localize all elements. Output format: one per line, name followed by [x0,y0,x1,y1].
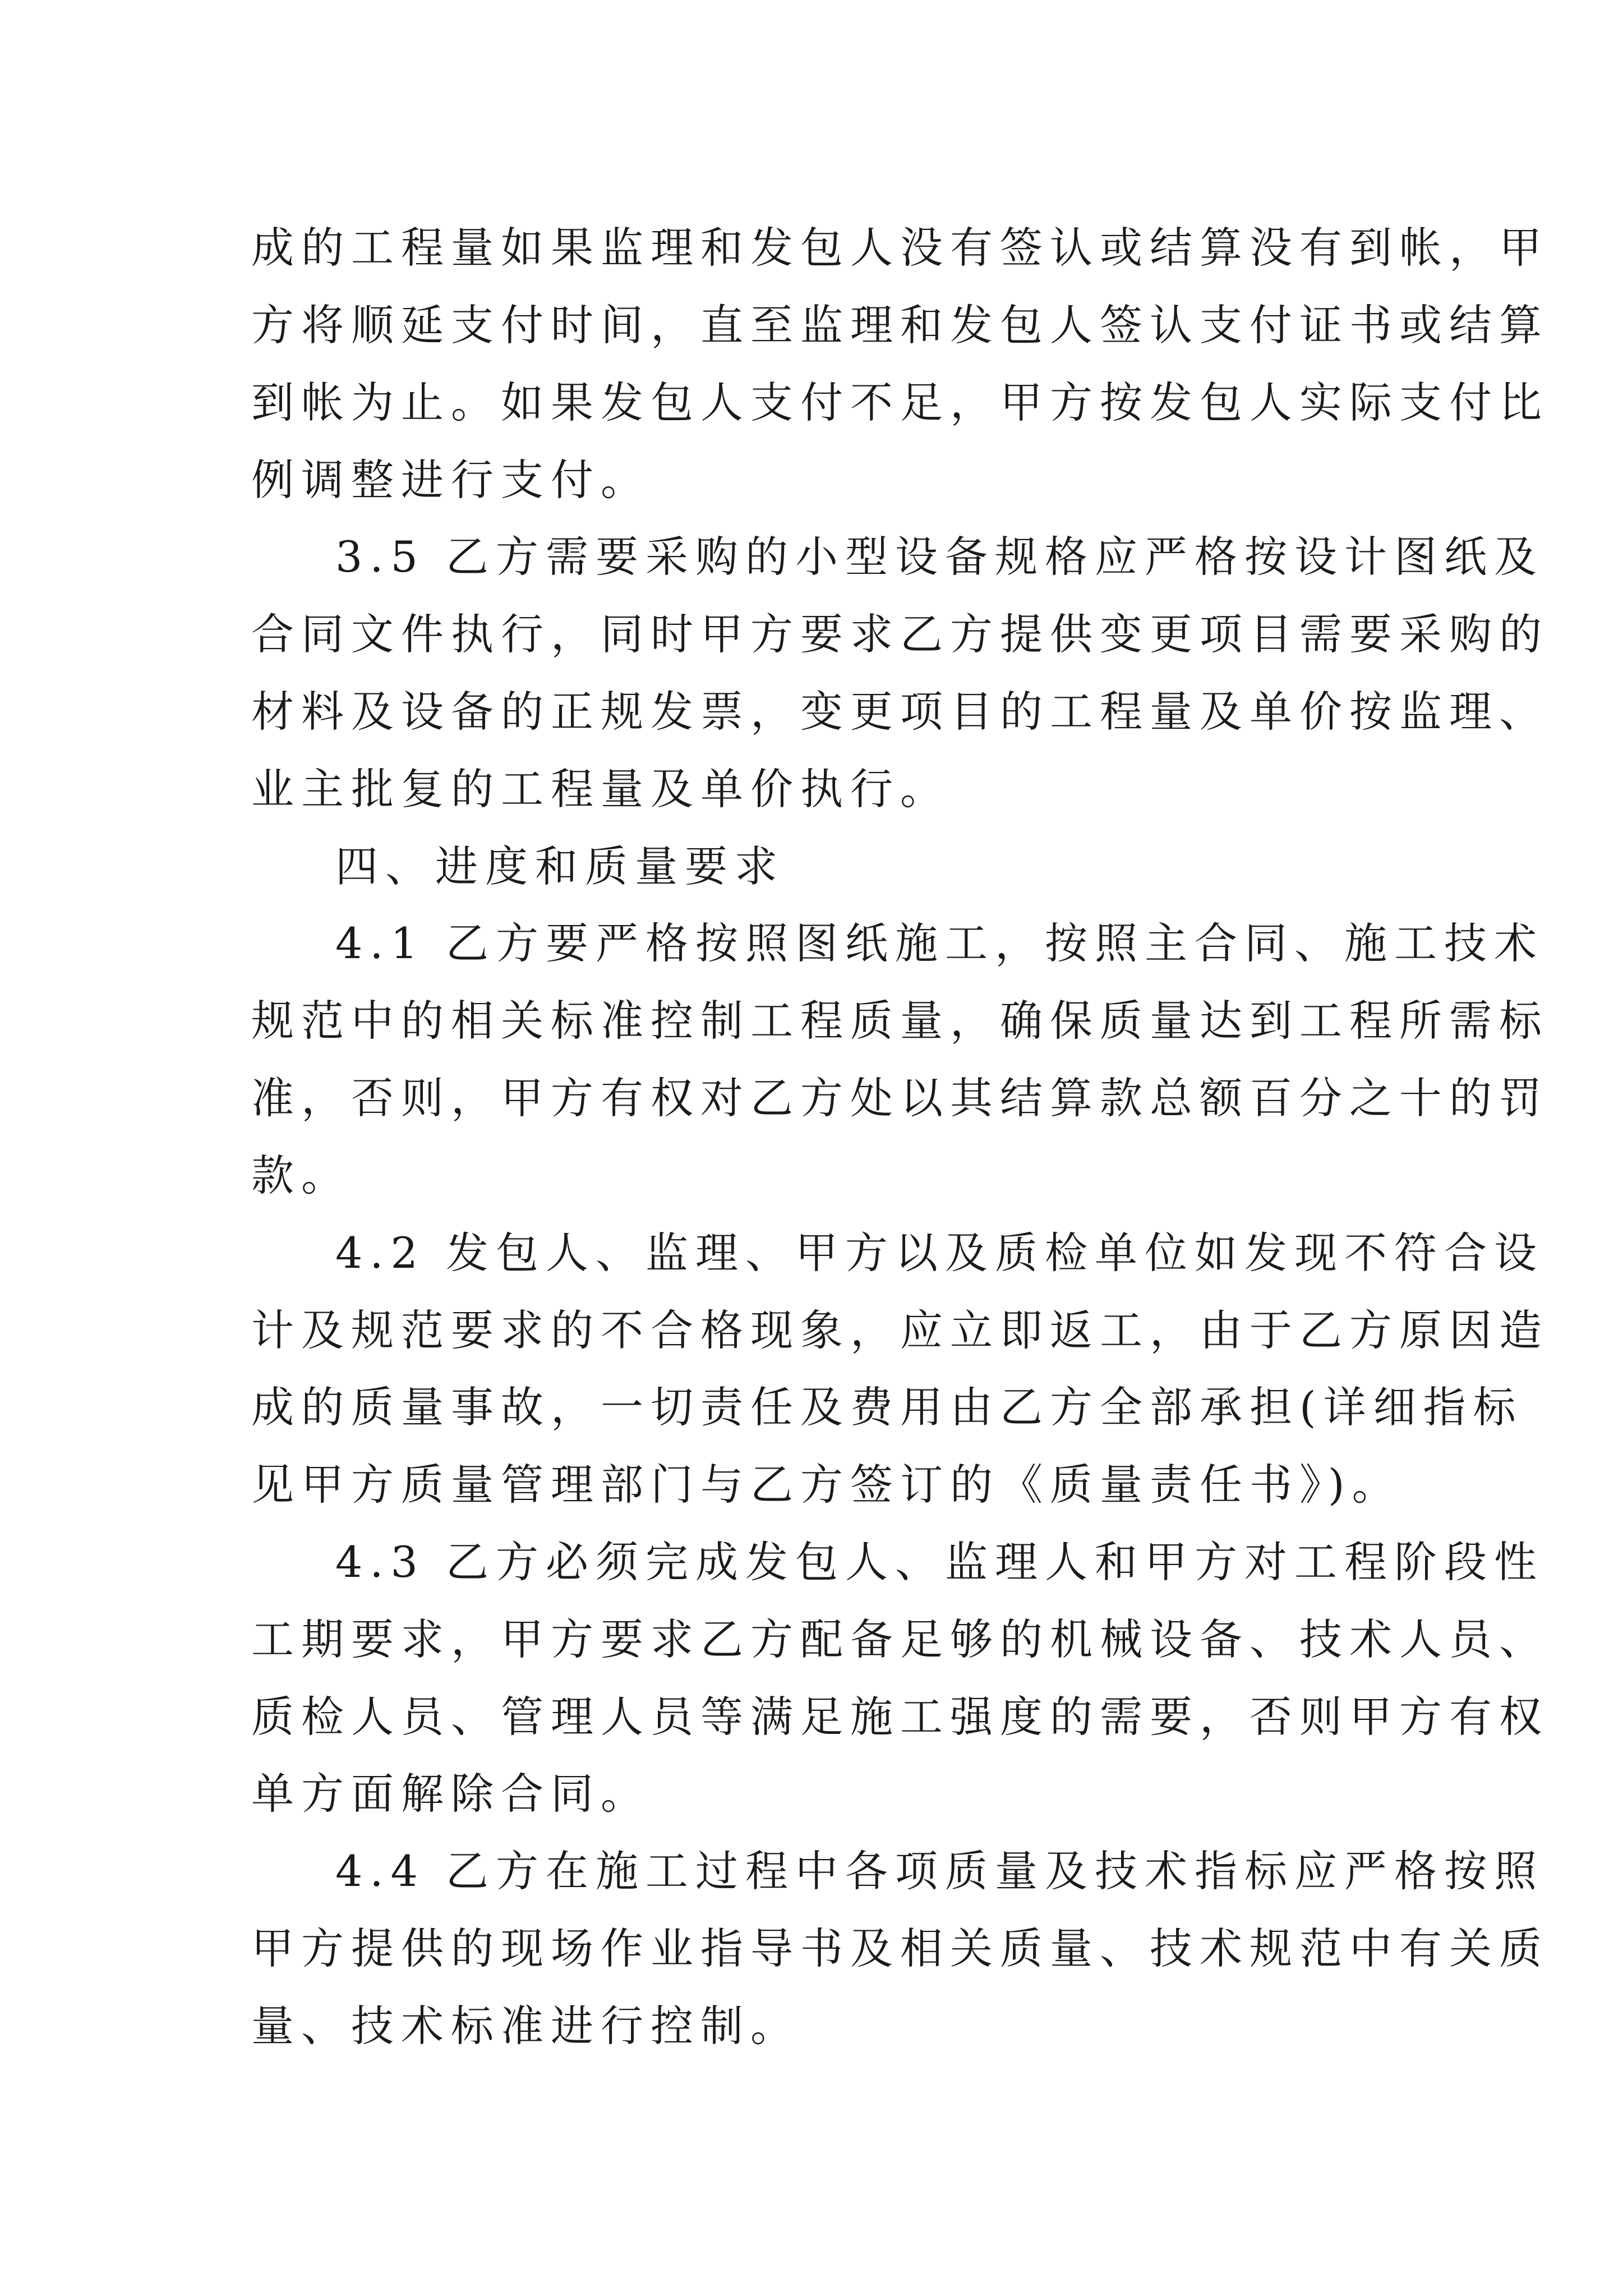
text-line: 到帐为止。如果发包人支付不足，甲方按发包人实际支付比 [251,378,1549,427]
text-line: 成的质量事故，一切责任及费用由乙方全部承担(详细指标 [251,1382,1523,1432]
text-line: 甲方提供的现场作业指导书及相关质量、技术规范中有关质 [251,1924,1549,1973]
text-line: 单方面解除合同。 [251,1769,651,1819]
paragraph-start-line: 4.2 发包人、监理、甲方以及质检单位如发现不符合设 [335,1228,1544,1278]
text-line: 材料及设备的正规发票，变更项目的工程量及单价按监理、 [251,687,1549,737]
text-line: 业主批复的工程量及单价执行。 [251,764,950,814]
text-line: 质检人员、管理人员等满足施工强度的需要，否则甲方有权 [251,1692,1549,1742]
text-line: 工期要求，甲方要求乙方配备足够的机械设备、技术人员、 [251,1614,1549,1664]
text-line: 计及规范要求的不合格现象，应立即返工，由于乙方原因造 [251,1305,1549,1355]
section-heading: 四、进度和质量要求 [335,841,785,891]
paragraph-start-line: 4.3 乙方必须完成发包人、监理人和甲方对工程阶段性 [335,1537,1544,1587]
text-line: 合同文件执行，同时甲方要求乙方提供变更项目需要采购的 [251,609,1549,659]
text-line: 方将顺延支付时间，直至监理和发包人签认支付证书或结算 [251,300,1549,350]
paragraph-start-line: 3.5 乙方需要采购的小型设备规格应严格按设计图纸及 [335,532,1544,582]
text-line: 准，否则，甲方有权对乙方处以其结算款总额百分之十的罚 [251,1073,1549,1123]
text-line: 款。 [251,1151,351,1200]
text-line: 规范中的相关标准控制工程质量，确保质量达到工程所需标 [251,996,1549,1046]
text-line: 例调整进行支付。 [251,455,651,505]
text-line: 成的工程量如果监理和发包人没有签认或结算没有到帐，甲 [251,223,1549,273]
paragraph-start-line: 4.1 乙方要严格按照图纸施工，按照主合同、施工技术 [335,918,1544,968]
paragraph-start-line: 4.4 乙方在施工过程中各项质量及技术指标应严格按照 [335,1846,1544,1896]
text-line: 量、技术标准进行控制。 [251,2001,800,2051]
text-line: 见甲方质量管理部门与乙方签订的《质量责任书》)。 [251,1460,1402,1510]
